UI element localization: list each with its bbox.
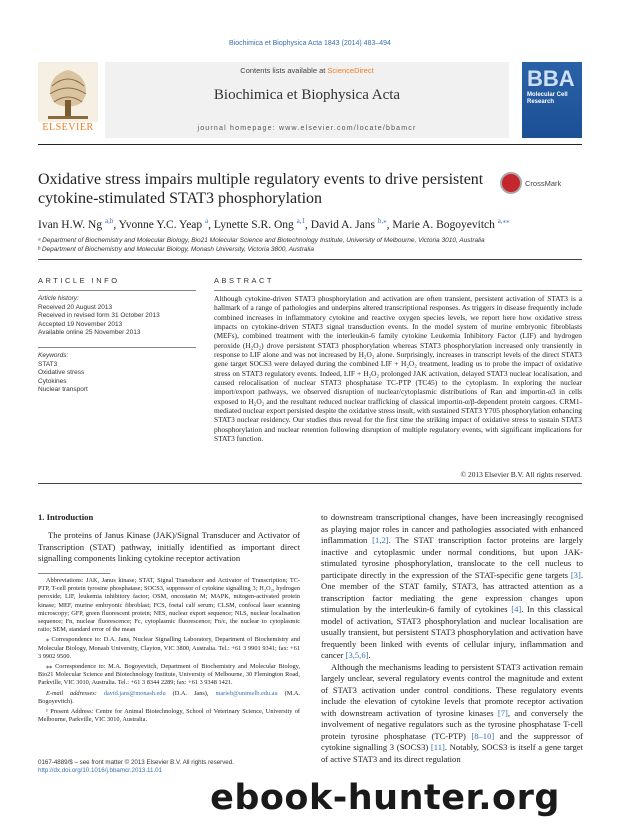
keywords-divider bbox=[38, 347, 196, 348]
author[interactable]: Lynette S.R. Ong $^{a,1}$ bbox=[213, 217, 306, 231]
cover-title: BBA bbox=[527, 66, 575, 91]
intro-right-column bbox=[321, 512, 583, 765]
present-address-note: ¹ Present Address: Centre for Animal Biotechnology, School of Veterinary Science, University of Melbourne, Parkville, VIC 3010, Australia. bbox=[38, 708, 300, 724]
header-divider bbox=[38, 144, 582, 145]
journal-homepage[interactable]: journal homepage: www.elsevier.com/locate/bbamcr bbox=[197, 125, 417, 132]
crossmark-icon bbox=[500, 172, 522, 194]
watermark: ebook-hunter.org bbox=[210, 778, 560, 818]
citation-link[interactable]: [11] bbox=[430, 742, 445, 752]
email-link[interactable]: marieb@unimelb.edu.au bbox=[215, 689, 278, 697]
intro-left-paragraph: The proteins of Janus Kinase (JAK)/Signal Transducer and Activator of Transcription (STAT) pathway, initially identified as important direct signalling components linking cytokine receptor activation bbox=[38, 530, 300, 563]
doi-link[interactable]: http://dx.doi.org/10.1016/j.bbamcr.2013.11.01 bbox=[38, 767, 163, 774]
author[interactable]: Yvonne Y.C. Yeap $^a$ bbox=[118, 217, 209, 231]
keywords-label: Keywords: bbox=[38, 352, 69, 359]
author-list: Ivan H.W. Ng $^{a,b}$, Yvonne Y.C. Yeap $^a$, Lynette S.R. Ong $^{a,1}$, David A. Jans $^{b,⁎}$, Marie A. Bogoyevitch $^{a,⁎⁎}$ bbox=[38, 217, 510, 231]
info-divider bbox=[38, 290, 196, 291]
correspondence-note: ⁎⁎ Correspondence to: M.A. Bogoyevitch, Department of Biochemistry and Molecular Biology, Bio21 Molecular Science and Biotechnology Institute, University of Melbourne, 30 Flemington Road, Parkville, VIC 3010, Australia. Tel.: +61 3 8344 2289; fax: +61 3 9348 1421. bbox=[38, 663, 300, 687]
elsevier-wordmark: ELSEVIER bbox=[42, 122, 94, 133]
crossmark-label: CrossMark bbox=[525, 178, 562, 188]
affiliation-divider bbox=[38, 259, 582, 260]
citation-link[interactable]: [4] bbox=[511, 604, 522, 614]
affiliation-a: ᵃ Department of Biochemistry and Molecular Biology, Bio21 Molecular Science and Biotechnology Institute, University of Melbourne, Victoria 3010, Australia bbox=[38, 237, 485, 244]
abstract-divider bbox=[214, 290, 582, 291]
copyright-notice: © 2013 Elsevier B.V. All rights reserved. bbox=[460, 470, 582, 479]
email-note: E-mail addresses: david.jans@monash.edu (D.A. Jans), marieb@unimelb.edu.au (M.A. Bogoyevitch). bbox=[38, 689, 300, 705]
contents-line bbox=[105, 66, 509, 75]
citation-link[interactable]: [1,2] bbox=[372, 535, 389, 545]
footnotes bbox=[38, 577, 300, 726]
citation-link[interactable]: [3] bbox=[570, 569, 581, 580]
history-label: Article history: bbox=[38, 295, 79, 302]
journal-citation[interactable]: Biochimica et Biophysica Acta 1843 (2014) 483–494 bbox=[229, 40, 391, 47]
history-item: Available online 25 November 2013 bbox=[38, 329, 141, 336]
article-title: Oxidative stress impairs multiple regulatory events to drive persistent cytokine-stimulated STAT3 phosphorylation bbox=[38, 171, 484, 207]
journal-cover-thumbnail[interactable] bbox=[522, 62, 582, 138]
keyword: Cytokines bbox=[38, 377, 67, 385]
keyword: STAT3 bbox=[38, 360, 58, 368]
abstract-heading: ABSTRACT bbox=[214, 276, 275, 285]
keyword: Oxidative stress bbox=[38, 369, 85, 376]
crossmark-badge[interactable] bbox=[500, 172, 561, 194]
issn-line: 0167-4889/$ – see front matter © 2013 Elsevier B.V. All rights reserved. bbox=[38, 759, 234, 766]
citation-link[interactable]: [7] bbox=[497, 707, 508, 718]
history-item: Received 20 August 2013 bbox=[38, 303, 113, 311]
sciencedirect-link[interactable]: ScienceDirect bbox=[327, 66, 374, 75]
keyword: Nuclear transport bbox=[38, 386, 88, 393]
citation-link[interactable]: [8–10] bbox=[471, 730, 495, 741]
author[interactable]: Marie A. Bogoyevitch $^{a,⁎⁎}$ bbox=[392, 217, 510, 231]
footnote-divider bbox=[38, 573, 110, 574]
abstract-text: Although cytokine-driven STAT3 phosphorylation and activation are often transient, persistent activation of STAT3 is a hallmark of a range of pathologies and underpins altered transcriptional responses. As triggers in disease frequently include combined increases in inflammatory cytokine and reactive oxygen species levels, we report here how oxidative stress impacts on cytokine-driven STAT3 signal transduction events. In the model system of murine embryonic fibroblasts (MEFs), combined treatment with the interleukin-6 family cytokine Leukemia Inhibitory Factor (LIF) and hydrogen peroxide (H₂O₂) drove persistent STAT3 phosphorylation whereas STAT3 phosphorylation increased only transiently in response to LIF alone and was not increased by H₂O₂ alone. Surprisingly, increases in transcript levels of the direct STAT3 gene target SOCS3 were delayed during the combined LIF + H₂O₂ treatment, leading us to probe the impact of oxidative stress on STAT3 regulatory events. Indeed, LIF + H₂O₂ prolonged JAK activation, delayed STAT3 nuclear localisation, and caused relocalisation of nuclear STAT3 phosphatase TC-PTP (TC45) to the cytoplasm. In exploring the nuclear import/export pathways, we observed disruption of nuclear/cytoplasmic distributions of Ran and importin-α3 in cells exposed to H₂O₂ and the resultant reduced nuclear trafficking of classical importin-α/β-dependent protein cargoes. CRM1-mediated nuclear export persisted despite the oxidative stress insult, with sustained STAT3 Y705 phosphorylation enhancing STAT3 nuclear residency. Our studies thus reveal for the first time the striking impact of oxidative stress to sustain STAT3 phosphorylation and nuclear retention following disruption of multiple regulatory events, with significant implications for STAT3 function. bbox=[214, 294, 582, 444]
abbreviations-note: Abbreviations: JAK, Janus kinase; STAT, Signal Transducer and Activator of Transcription; TC-PTP, T-cell protein tyrosine phosphatase; SOCS3, suppressor of cytokine signalling 3; H₂O₂, hydrogen peroxide; LIF, leukemia inhibitory factor; OSM, oncostatin M; MAPK, mitogen-activated protein kinase; MEF, murine embryonic fibroblast; FCS, foetal calf serum; CLSM, confocal laser scanning microscopy; GFP, green fluorescent protein; NES, nuclear export sequence; NLS, nuclear localisation sequence; Fn, nuclear fluorescence; Fc, cytoplasmic fluorescence; Fn/c, the nuclear to cytoplasmic ratio; SEM, standard error of the mean bbox=[38, 577, 300, 634]
author[interactable]: Ivan H.W. Ng $^{a,b}$ bbox=[38, 217, 114, 231]
history-item: Accepted 19 November 2013 bbox=[38, 320, 123, 328]
abstract-bottom-rule bbox=[38, 483, 582, 484]
front-matter bbox=[38, 759, 338, 775]
intro-paragraph: Although the mechanisms leading to persistent STAT3 activation remain largely unclear, several regulatory events control the magnitude and extent of STAT3 activation under control conditions. These regulatory events include the elevation of cytokine levels that promote receptor activation with downstream activation of tyrosine kinases [7], and conversely the involvement of negative regulators such as the tyrosine phosphatase T-cell protein tyrosine phosphatase (TC-PTP) [8–10] and the suppressor of cytokine signalling 3 (SOCS3) [11]. Notably, SOCS3 is itself a gene target of active STAT3 and its direct regulation bbox=[321, 661, 583, 764]
intro-paragraph: to downstream transcriptional changes, have been increasingly recognised as playing major roles in cancer and pathologies associated with enhanced inflammation [1,2]. The STAT transcription factor proteins are largely inactive and cytoplasmic under normal conditions, but upon JAK-stimulated tyrosine phosphorylation, translocate to the cell nucleus to participate directly in the expression of the STAT-specific gene targets [3]. One member of the STAT family, STAT3, has attracted attention as a transcription factor mediating the gene expression changes upon stimulation by the interleukin-6 family of cytokines [4]. In this classical model of activation, STAT3 phosphorylation and nuclear localisation are usually transient, but persistent STAT3 phosphorylation and activation have frequently been linked with events of cellular injury, inflammation and cancer [3,5,6]. bbox=[321, 512, 584, 660]
correspondence-note: ⁎ Correspondence to: D.A. Jans, Nuclear Signalling Laboratory, Department of Biochemistry and Molecular Biology, Monash University, Clayton, VIC 3800, Australia. Tel.: +61 3 9901 9341; fax: +61 3 9902 9500. bbox=[38, 636, 300, 660]
article-info-heading: ARTICLE INFO bbox=[38, 276, 120, 285]
email-link[interactable]: david.jans@monash.edu bbox=[103, 689, 166, 697]
citation-link[interactable]: [3,5,6] bbox=[345, 650, 369, 660]
author[interactable]: David A. Jans $^{b,⁎}$ bbox=[310, 217, 387, 231]
cover-subtitle: Molecular Cell Research bbox=[527, 92, 568, 105]
history-item: Received in revised form 31 October 2013 bbox=[38, 312, 160, 319]
elsevier-tree-logo bbox=[38, 62, 98, 122]
journal-name: Biochimica et Biophysica Acta bbox=[213, 87, 401, 103]
contents-prefix: Contents lists available at bbox=[240, 66, 328, 75]
affiliation-b: ᵇ Department of Biochemistry and Molecular Biology, Monash University, Victoria 3800, Australia bbox=[38, 246, 314, 253]
section-heading: 1. Introduction bbox=[38, 512, 94, 522]
keywords bbox=[38, 352, 188, 395]
article-history bbox=[38, 295, 188, 338]
